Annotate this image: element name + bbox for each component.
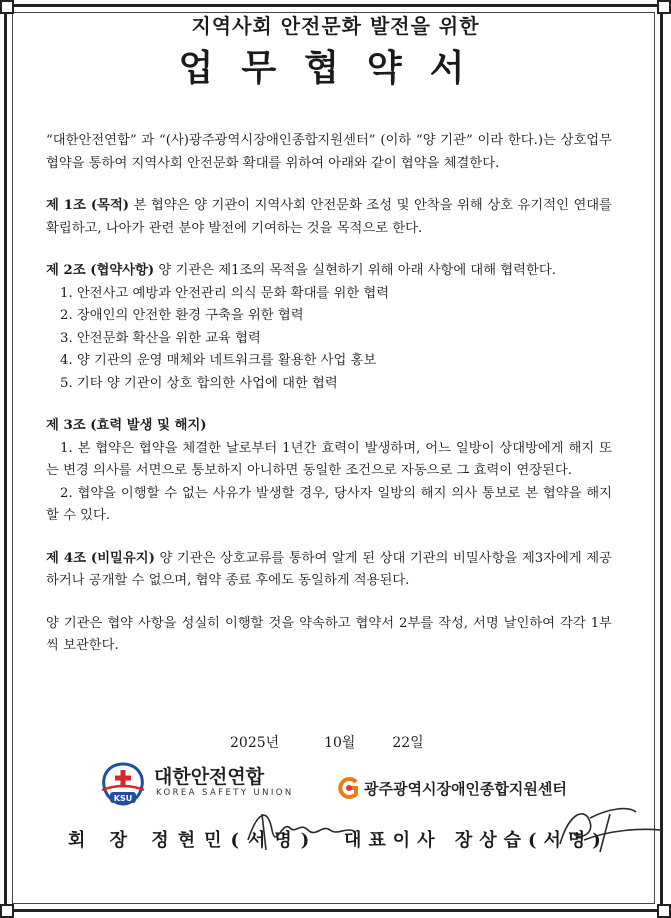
corner-ornament bbox=[0, 904, 14, 918]
list-item: 2. 협약을 이행할 수 없는 사유가 발생할 경우, 당사자 일방의 해지 의사 통보로 본 협약을 해지할 수 있다. bbox=[46, 485, 612, 523]
article-text: 양 기관은 상호교류를 통하여 알게 된 상대 기관의 비밀사항을 제3자에게 제공하거나 공개할 수 없으며, 협약 종료 후에도 동일하게 적용된다. bbox=[46, 550, 612, 588]
article-text: 본 협약은 양 기관이 지역사회 안전문화 조성 및 안착을 위해 상호 유기적인 연대를 확립하고, 나아가 관련 분야 발전에 기여하는 것을 목적으로 한다. bbox=[46, 198, 612, 236]
article-heading: 제 1조 (목적) bbox=[46, 198, 130, 213]
article-2 bbox=[46, 260, 612, 395]
signature-1 bbox=[238, 800, 378, 860]
signatory-1: 회 장 정현민(서명) bbox=[68, 830, 319, 851]
article-heading: 제 4조 (비밀유지) bbox=[46, 550, 155, 566]
list-item: 3. 안전문화 확산을 위한 교육 협력 bbox=[60, 330, 261, 346]
ksu-emblem-text: KSU bbox=[113, 794, 133, 803]
article-4 bbox=[46, 548, 612, 593]
ksu-org-name: 대한안전연합 bbox=[154, 766, 265, 788]
list-item: 1. 본 협약은 협약을 체결한 날로부터 1년간 효력이 발생하며, 어느 일방이 상대방에게 해지 또는 변경 의사를 서면으로 통보하지 아니하면 동일한 조건으로 자동으로 그 효력이 연장된다. bbox=[46, 440, 612, 478]
document-body bbox=[46, 130, 612, 678]
gwangju-center-org-name: 광주광역시장애인종합지원센터 bbox=[364, 780, 567, 798]
date-month: 10월 bbox=[324, 735, 356, 751]
date-day: 22일 bbox=[392, 735, 424, 751]
closing-paragraph: 양 기관은 협약 사항을 성실히 이행할 것을 약속하고 협약서 2부를 작성, 서명 날인하여 각각 1부씩 보관한다. bbox=[46, 615, 612, 653]
article-heading: 제 3조 (효력 발생 및 해지) bbox=[46, 418, 207, 433]
agreement-date bbox=[230, 732, 424, 752]
list-item: 2. 장애인의 안전한 환경 구축을 위한 협력 bbox=[60, 308, 304, 323]
list-item: 4. 양 기관의 운영 매체와 네트워크를 활용한 사업 홍보 bbox=[60, 353, 377, 368]
ksu-org-english: KOREA SAFETY UNION bbox=[156, 788, 294, 798]
ksu-emblem-icon bbox=[96, 760, 150, 808]
document-subtitle: 지역사회 안전문화 발전을 위한 bbox=[191, 14, 480, 38]
intro-paragraph: “대한안전연합” 과 “(사)광주광역시장애인종합지원센터” (이하 “양 기관” 이라 한다.)는 상호업무협약을 통하여 지역사회 안전문화 확대를 위하여 아래와 같이 협약을 체결한다. bbox=[46, 133, 612, 171]
article-3 bbox=[46, 415, 612, 528]
article-1 bbox=[46, 195, 612, 240]
article-text: 양 기관은 제1조의 목적을 실현하기 위해 아래 사항에 대해 협력한다. bbox=[154, 263, 556, 278]
article-heading: 제 2조 (협약사항) bbox=[46, 263, 155, 278]
gwangju-center-emblem-icon bbox=[338, 776, 360, 800]
date-year: 2025년 bbox=[230, 735, 280, 751]
signatory-2: 대표이사 장상습(서명) bbox=[344, 830, 608, 851]
corner-ornament bbox=[657, 904, 671, 918]
gwangju-center-logo bbox=[338, 776, 598, 802]
list-item: 1. 안전사고 예방과 안전관리 의식 문화 확대를 위한 협력 bbox=[60, 285, 390, 301]
list-item: 5. 기타 양 기관이 상호 합의한 사업에 대한 협력 bbox=[60, 375, 338, 391]
signature-2 bbox=[540, 800, 665, 860]
document-title: 업무협약서 bbox=[178, 48, 493, 89]
